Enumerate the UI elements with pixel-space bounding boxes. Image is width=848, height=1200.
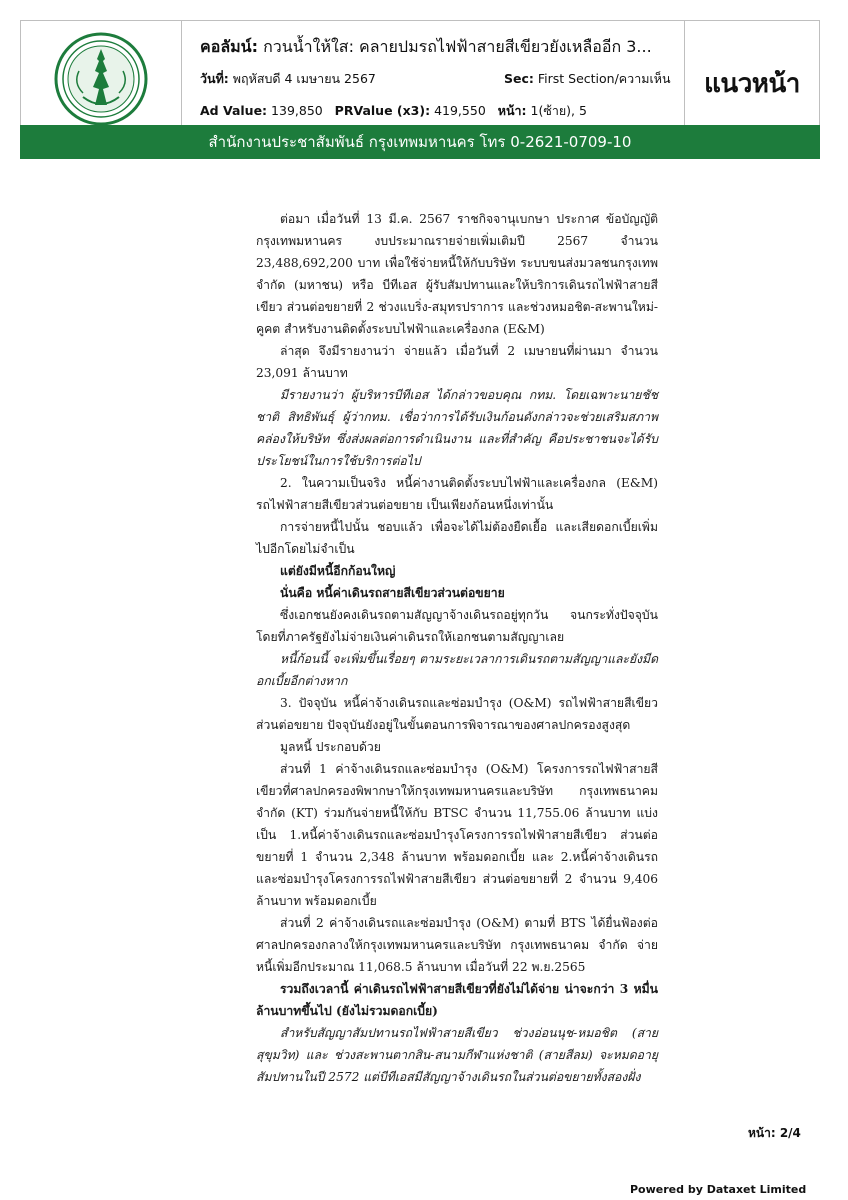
paragraph: ล่าสุด จึงมีรายงานว่า จ่ายแล้ว เมื่อวันที่ 2 เมษายนที่ผ่านมา จำนวน 23,091 ล้านบาท xyxy=(256,344,658,380)
paragraph: ส่วนที่ 2 ค่าจ้างเดินรถและซ่อมบำรุง (O&M) ตามที่ BTS ได้ยื่นฟ้องต่อศาลปกครองกลางให้กรุงเทพมหานครและบริษัท กรุงเทพธนาคม จำกัด จ่ายหนี้เพิ่มอีกประมาณ 11,068.5 ล้านบาท เมื่อวันที่ 22 พ.ย.2565 xyxy=(256,916,658,974)
publication-name: แนวหน้า xyxy=(704,69,800,99)
paragraph: การจ่ายหนี้ไปนั้น ชอบแล้ว เพื่อจะได้ไม่ต้องยืดเยื้อ และเสียดอกเบี้ยเพิ่มไปอีกโดยไม่จำเป็น xyxy=(256,520,658,556)
paragraph: สำหรับสัญญาสัมปทานรถไฟฟ้าสายสีเขียว ช่วงอ่อนนุช-หมอชิต (สายสุขุมวิท) และ ช่วงสะพานตากสิน-สนามกีฬาแห่งชาติ (สายสีลม) จะหมดอายุสัมปทานในปี 2572 แต่บีทีเอสมีสัญญาจ้างเดินรถในส่วนต่อขยายทั้งสองฝั่ง xyxy=(256,1026,658,1084)
ad-value: 139,850 xyxy=(271,103,323,118)
date-value: พฤหัสบดี 4 เมษายน 2567 xyxy=(232,71,376,86)
article-body xyxy=(256,208,658,1088)
sec-label: Sec: xyxy=(504,71,534,86)
bma-seal-icon xyxy=(53,31,149,127)
agency-banner: สำนักงานประชาสัมพันธ์ กรุงเทพมหานคร โทร 0-2621-0709-10 xyxy=(20,125,820,159)
paragraph: ส่วนที่ 1 ค่าจ้างเดินรถและซ่อมบำรุง (O&M) โครงการรถไฟฟ้าสายสีเขียวที่ศาลปกครองพิพากษาให้กรุงเทพมหานครและบริษัท กรุงเทพธนาคม จำกัด (KT) ร่วมกันจ่ายหนี้ให้กับ BTSC จำนวน 11,755.06 ล้านบาท แบ่งเป็น 1.หนี้ค่าจ้างเดินรถและซ่อมบำรุงโครงการรถไฟฟ้าสายสีเขียว ส่วนต่อขยายที่ 1 จำนวน 2,348 ล้านบาท พร้อมดอกเบี้ย และ 2.หนี้ค่าจ้างเดินรถและซ่อมบำรุงโครงการรถไฟฟ้าสายสีเขียว ส่วนต่อขยายที่ 2 จำนวน 9,406 ล้านบาท พร้อมดอกเบี้ย xyxy=(256,762,658,908)
pr-value-label: PRValue (x3): xyxy=(334,103,431,118)
page-value: 1(ซ้าย), 5 xyxy=(530,103,587,118)
powered-by: Powered by Dataxet Limited xyxy=(630,1183,807,1196)
logo-cell xyxy=(21,21,182,139)
page-label: หน้า: xyxy=(497,103,527,118)
value-row xyxy=(200,101,587,121)
section-row xyxy=(504,69,671,89)
date-row xyxy=(200,69,376,89)
paragraph: ซึ่งเอกชนยังคงเดินรถตามสัญญาจ้างเดินรถอยู่ทุกวัน จนกระทั่งปัจจุบัน โดยที่ภาครัฐยังไม่จ่ายเงินค่าเดินรถให้เอกชนตามสัญญาเลย xyxy=(256,608,658,644)
column-label: คอลัมน์: xyxy=(200,37,258,56)
paragraph: ต่อมา เมื่อวันที่ 13 มี.ค. 2567 ราชกิจจานุเบกษา ประกาศ ข้อบัญญัติกรุงเทพมหานคร งบประมาณรายจ่ายเพิ่มเติมปี 2567 จำนวน 23,488,692,200 บาท เพื่อใช้จ่ายหนี้ให้กับบริษัท ระบบขนส่งมวลชนกรุงเทพ จำกัด (มหาชน) หรือ บีทีเอส ผู้รับสัมปทานและให้บริการเดินรถไฟฟ้าสายสีเขียว ส่วนต่อขยายที่ 2 ช่วงแบริ่ง-สมุทรปราการ และช่วงหมอชิต-สะพานใหม่-คูคต สำหรับงานติดตั้งระบบไฟฟ้าและเครื่องกล (E&M) xyxy=(256,212,658,336)
paragraph: มูลหนี้ ประกอบด้วย xyxy=(280,740,381,754)
sec-value: First Section/ความเห็น xyxy=(537,71,671,86)
meta-cell xyxy=(182,21,685,139)
paragraph: รวมถึงเวลานี้ ค่าเดินรถไฟฟ้าสายสีเขียวที่ยังไม่ได้จ่าย น่าจะกว่า 3 หมื่นล้านบาทขึ้นไป (ยังไม่รวมดอกเบี้ย) xyxy=(256,982,658,1018)
pr-value: 419,550 xyxy=(434,103,486,118)
page-number: หน้า: 2/4 xyxy=(748,1126,801,1140)
paragraph: มีรายงานว่า ผู้บริหารบีทีเอส ได้กล่าวขอบคุณ กทม. โดยเฉพาะนายชัชชาติ สิทธิพันธุ์ ผู้ว่ากทม. เชื่อว่าการได้รับเงินก้อนดังกล่าวจะช่วยเสริมสภาพคล่องให้บริษัท ซึ่งส่งผลต่อการดำเนินงาน และที่สำคัญ คือประชาชนจะได้รับประโยชน์ในการใช้บริการต่อไป xyxy=(256,388,658,468)
ad-value-label: Ad Value: xyxy=(200,103,268,118)
clipping-header xyxy=(20,20,820,140)
paragraph: 2. ในความเป็นจริง หนี้ค่างานติดตั้งระบบไฟฟ้าและเครื่องกล (E&M) รถไฟฟ้าสายสีเขียวส่วนต่อขยาย เป็นเพียงก้อนหนึ่งเท่านั้น xyxy=(256,476,658,512)
paragraph: แต่ยังมีหนี้อีกก้อนใหญ่ xyxy=(280,564,396,578)
column-title xyxy=(200,35,678,60)
column-value: กวนน้ำให้ใส: คลายปมรถไฟฟ้าสายสีเขียวยังเหลืออีก 3... xyxy=(263,37,652,56)
paragraph: 3. ปัจจุบัน หนี้ค่าจ้างเดินรถและซ่อมบำรุง (O&M) รถไฟฟ้าสายสีเขียวส่วนต่อขยาย ปัจจุบันยังอยู่ในขั้นตอนการพิจารณาของศาลปกครองสูงสุด xyxy=(256,696,658,732)
paragraph: หนี้ก้อนนี้ จะเพิ่มขึ้นเรื่อยๆ ตามระยะเวลาการเดินรถตามสัญญาและยังมีดอกเบี้ยอีกต่างหาก xyxy=(256,652,658,688)
paragraph: นั่นคือ หนี้ค่าเดินรถสายสีเขียวส่วนต่อขยาย xyxy=(280,586,505,600)
date-label: วันที่: xyxy=(200,71,229,86)
brand-cell xyxy=(685,21,819,139)
